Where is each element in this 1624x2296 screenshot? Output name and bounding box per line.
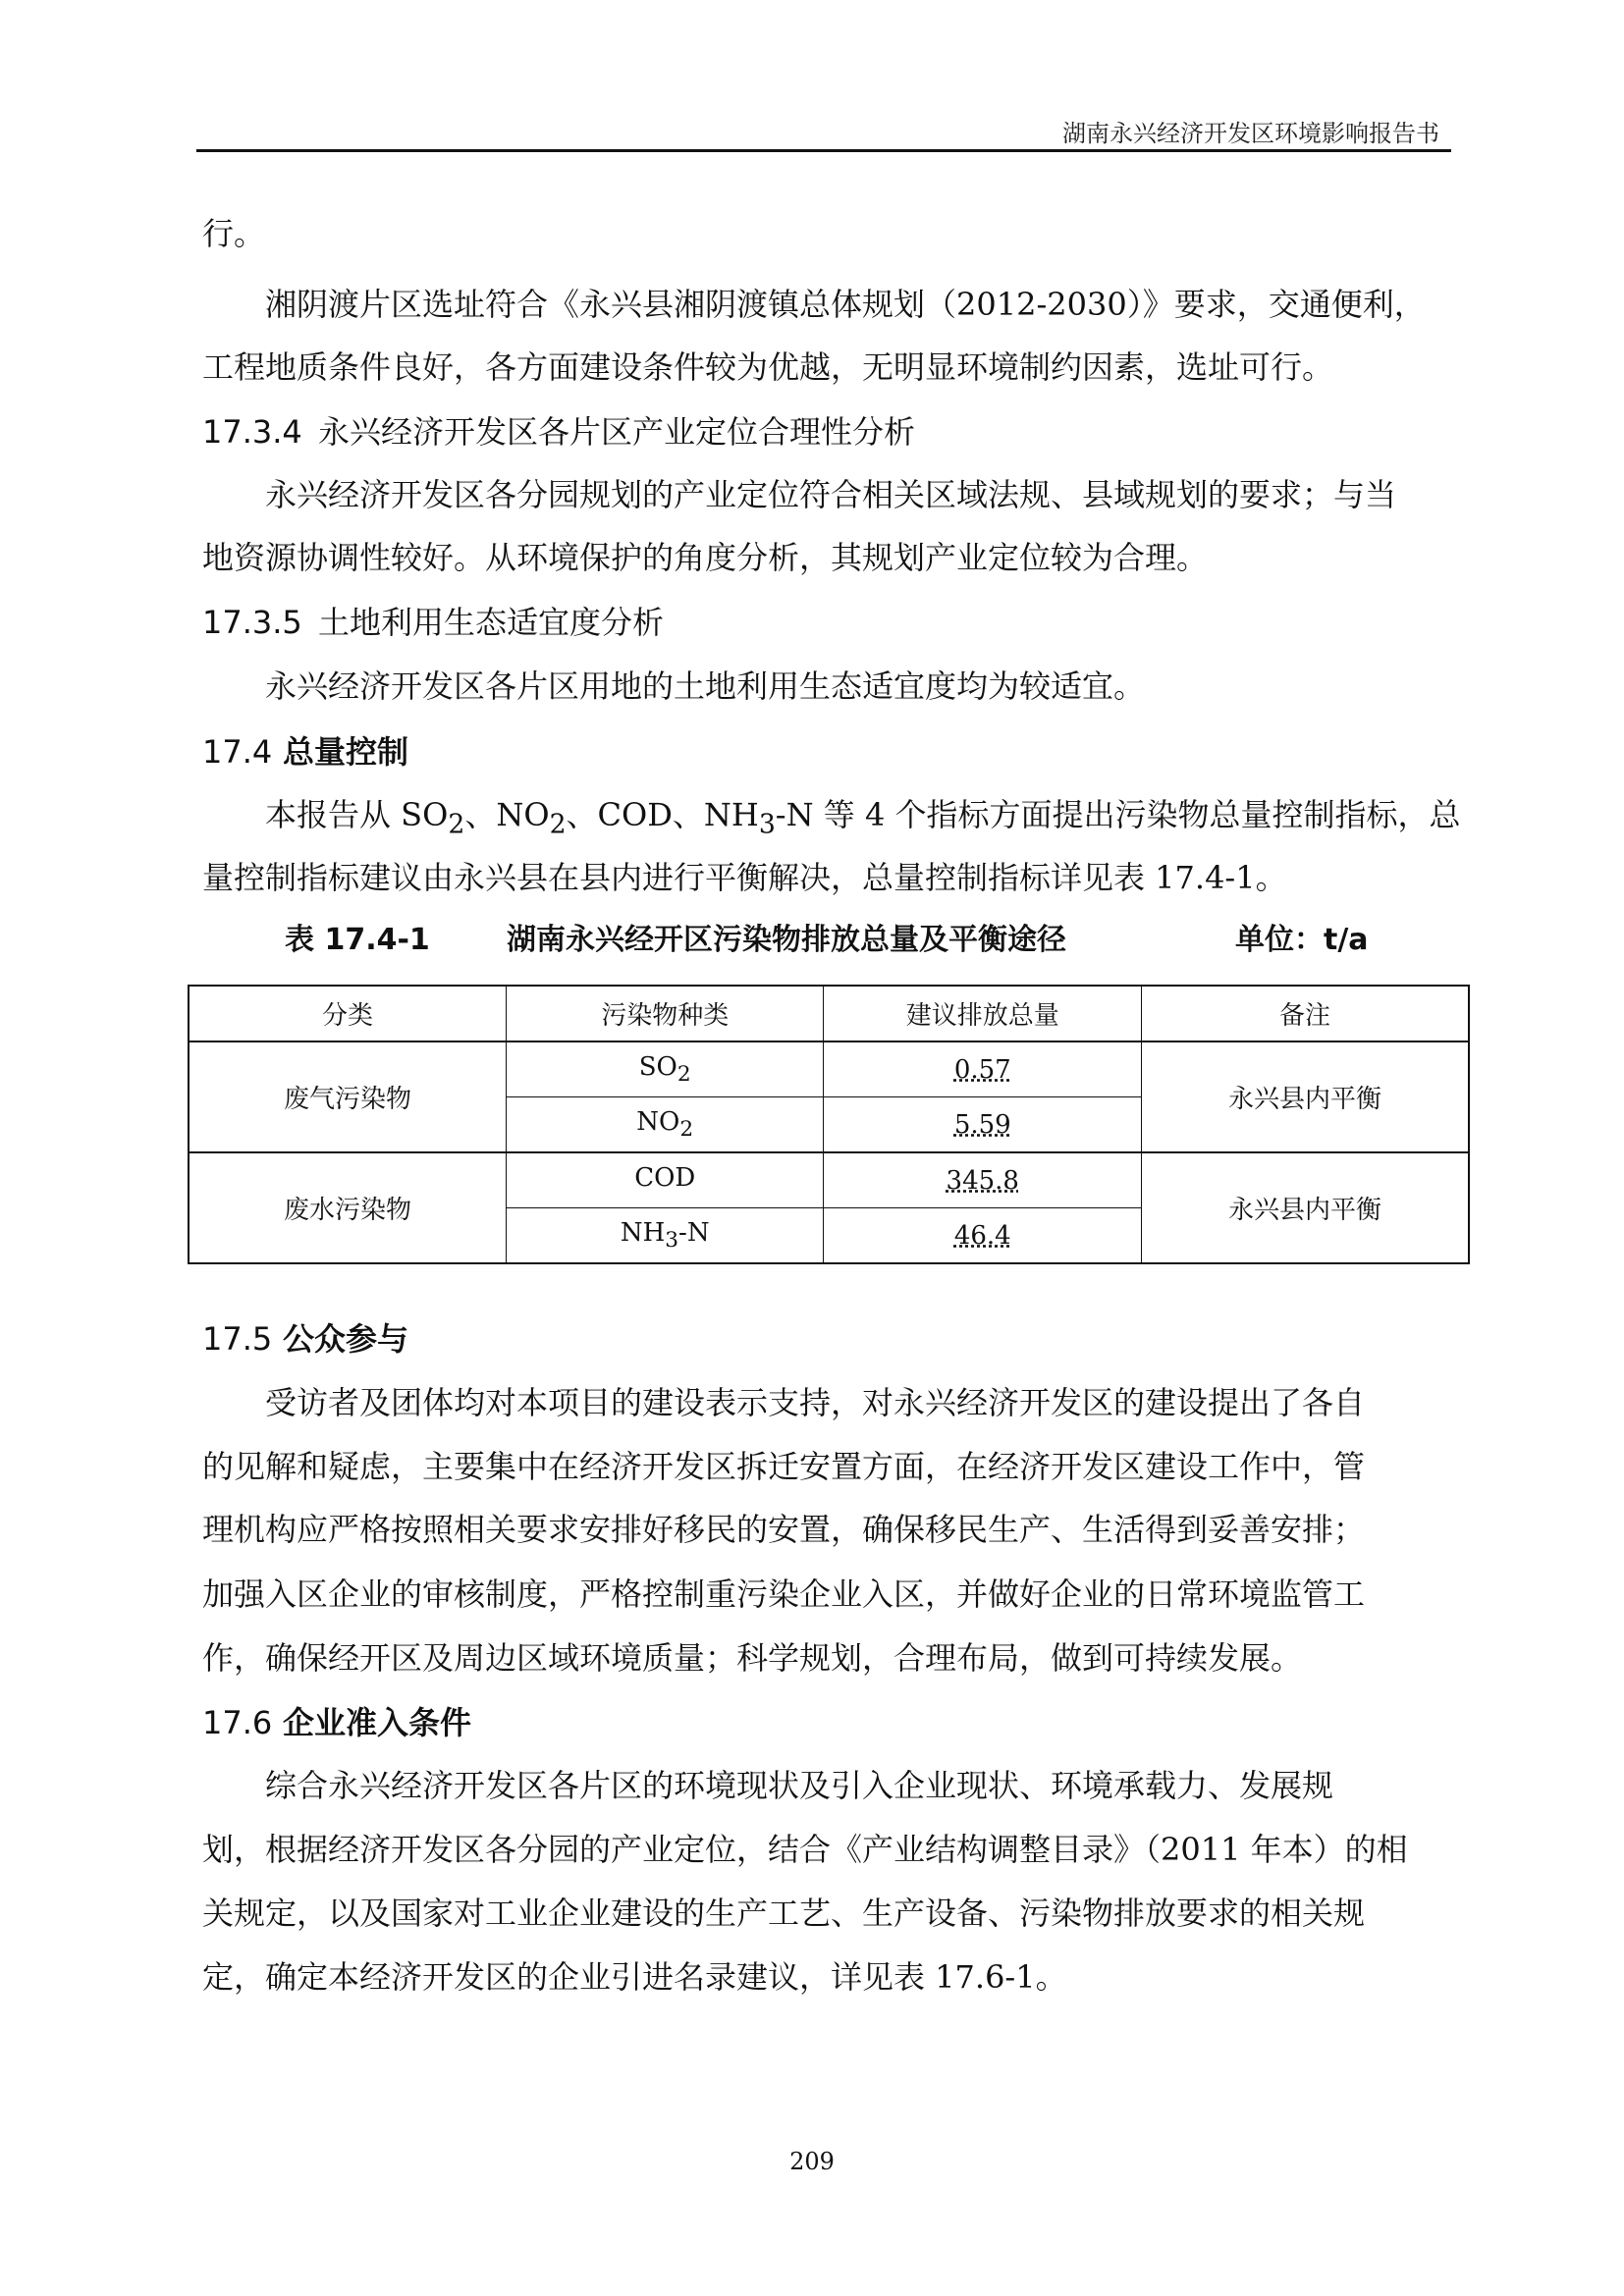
header-rule (196, 149, 1451, 152)
section-title: 公众参与 (283, 1320, 409, 1358)
text-run: -N 等 4 个指标方面提出污染物总量控制指标，总 (775, 796, 1461, 833)
pollutant-base: SO (638, 1051, 677, 1082)
header-title: 湖南永兴经济开发区环境影响报告书 (1062, 120, 1439, 147)
paragraph-line: 理机构应严格按照相关要求安排好移民的安置，确保移民生产、生活得到妥善安排； (202, 1511, 1366, 1548)
subscript: 2 (448, 809, 465, 840)
section-number: 17.5 (202, 1320, 273, 1358)
section-number: 17.4 (202, 733, 273, 771)
pollutant-cell (506, 1041, 824, 1097)
section-heading-17-3-5 (202, 599, 1447, 646)
paragraph-line: 地资源协调性较好。从环境保护的角度分析，其规划产业定位较为合理。 (202, 539, 1209, 576)
emission-value: 5.59 (953, 1109, 1011, 1140)
section-number: 17.6 (202, 1704, 273, 1741)
paragraph-line: 加强入区企业的审核制度，严格控制重污染企业入区，并做好企业的日常环境监管工 (202, 1575, 1366, 1613)
paragraph-line: 永兴经济开发区各片区用地的土地利用生态适宜度均为较适宜。 (265, 667, 1146, 705)
section-title: 总量控制 (283, 733, 409, 771)
note-cell: 永兴县内平衡 (1142, 1152, 1469, 1263)
section-title: 永兴经济开发区各片区产业定位合理性分析 (318, 413, 916, 451)
pollutant-cell (506, 1208, 824, 1264)
table-header-cell: 污染物种类 (506, 986, 824, 1041)
paragraph-line: 划，根据经济开发区各分园的产业定位，结合《产业结构调整目录》（2011 年本）的相 (202, 1831, 1408, 1868)
emission-value: 345.8 (946, 1165, 1019, 1196)
section-title: 土地利用生态适宜度分析 (318, 604, 665, 641)
pollutant-subscript: 2 (677, 1062, 691, 1088)
pollutant-subscript: 3 (665, 1228, 679, 1254)
section-heading-17-6 (202, 1699, 1447, 1746)
table-header-cell: 建议排放总量 (824, 986, 1142, 1041)
emission-value: 46.4 (953, 1220, 1011, 1251)
paragraph-line: 的见解和疑虑，主要集中在经济开发区拆迁安置方面，在经济开发区建设工作中，管 (202, 1448, 1366, 1485)
paragraph-line: 受访者及团体均对本项目的建设表示支持，对永兴经济开发区的建设提出了各自 (265, 1384, 1366, 1421)
pollutant-base: NO (636, 1106, 680, 1137)
category-cell: 废水污染物 (189, 1152, 506, 1263)
text-run: 、COD、NH (566, 796, 759, 833)
section-title: 企业准入条件 (283, 1704, 472, 1741)
paragraph-line (265, 791, 1461, 848)
paragraph-line: 工程地质条件良好，各方面建设条件较为优越，无明显环境制约因素，选址可行。 (202, 348, 1334, 386)
paragraph-line: 量控制指标建议由永兴县在县内进行平衡解决，总量控制指标详见表 17.4-1。 (202, 859, 1287, 896)
value-cell (824, 1152, 1142, 1208)
value-cell (824, 1097, 1142, 1153)
paragraph-line: 定，确定本经济开发区的企业引进名录建议，详见表 17.6-1。 (202, 1958, 1067, 1996)
pollutant-subscript: 2 (679, 1117, 694, 1143)
subscript: 2 (549, 809, 567, 840)
category-cell: 废气污染物 (189, 1041, 506, 1152)
pollutant-cell (506, 1152, 824, 1208)
table-row (189, 1152, 1469, 1208)
pollutant-suffix: -N (678, 1217, 710, 1248)
section-number: 17.3.4 (202, 413, 302, 451)
value-cell (824, 1208, 1142, 1264)
table-row (189, 1041, 1469, 1097)
table-caption-number: 表 17.4-1 (285, 923, 430, 957)
section-heading-17-5 (202, 1315, 1447, 1362)
table-caption-title: 湖南永兴经开区污染物排放总量及平衡途径 (507, 923, 1066, 957)
table-header-row (189, 986, 1469, 1041)
table-header-cell: 分类 (189, 986, 506, 1041)
page-number: 209 (789, 2148, 835, 2175)
paragraph-line: 作，确保经开区及周边区域环境质量；科学规划，合理布局，做到可持续发展。 (202, 1639, 1303, 1677)
paragraph-line: 行。 (202, 215, 266, 252)
section-heading-17-3-4 (202, 408, 1447, 455)
pollutant-cell (506, 1097, 824, 1153)
text-run: 、NO (464, 796, 550, 833)
table-header-cell: 备注 (1142, 986, 1469, 1041)
table-caption-unit: 单位：t/a (1235, 923, 1369, 957)
pollutant-base: COD (634, 1162, 696, 1193)
paragraph-line: 湘阴渡片区选址符合《永兴县湘阴渡镇总体规划（2012-2030）》要求，交通便利， (265, 286, 1426, 323)
section-heading-17-4 (202, 728, 1447, 775)
section-number: 17.3.5 (202, 604, 302, 641)
paragraph-line: 关规定，以及国家对工业企业建设的生产工艺、生产设备、污染物排放要求的相关规 (202, 1895, 1366, 1932)
pollutant-total-table (188, 985, 1470, 1264)
text-run: 本报告从 SO (265, 796, 449, 833)
paragraph-line: 综合永兴经济开发区各片区的环境现状及引入企业现状、环境承载力、发展规 (265, 1767, 1334, 1804)
value-cell (824, 1041, 1142, 1097)
note-cell: 永兴县内平衡 (1142, 1041, 1469, 1152)
paragraph-line: 永兴经济开发区各分园规划的产业定位符合相关区域法规、县域规划的要求；与当 (265, 476, 1397, 513)
emission-value: 0.57 (953, 1054, 1011, 1085)
subscript: 3 (758, 809, 776, 840)
pollutant-base: NH (620, 1217, 666, 1248)
